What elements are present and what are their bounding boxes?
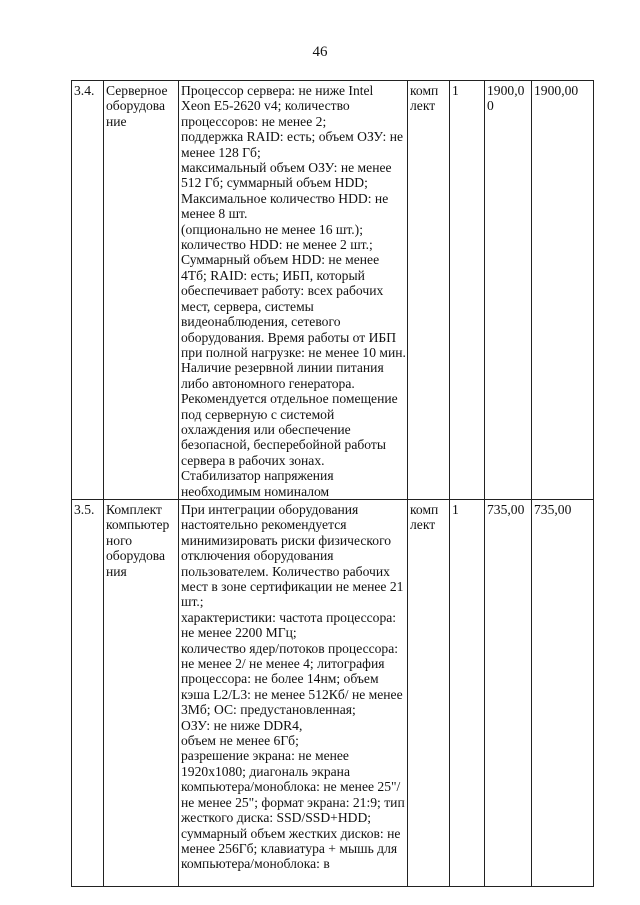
item-name: Серверное оборудова ние [104,81,179,500]
description-paragraph: максимальный объем ОЗУ: не менее 512 Гб; суммарный объем HDD; Максимальное количество HDD: не менее 8 шт. [181,160,392,222]
description-paragraph: (опционально не менее 16 шт.); количество HDD: не менее 2 шт.; [181,221,373,253]
table-row [72,81,594,500]
description-paragraph: количество ядер/потоков процессора: не менее 2/ не менее 4; литография процессора: не более 14нм; объем кэша L2/L3: не менее 512Кб/ не менее 3Мб; ОС: предустановленная; [181,640,403,718]
description-paragraph: характеристики: частота процессора: не менее 2200 МГц; [181,609,397,641]
table-row [72,499,594,886]
item-name: Комплект компьютер ного оборудова ния [104,499,179,886]
description-paragraph: Суммарный объем HDD: не менее 4Тб; RAID: есть; ИБП, который обеспечивает работу: всех рабочих мест, сервера, системы видеонаблюдения, сетевого оборудования. Время работы от ИБП при полной нагрузке: не менее 10 мин. Наличие резервной линии питания либо автономного генератора. Рекомендуется отдельное помещение под серверную с системой охлаждения или обеспечение безопасной, бесперебойной работы сервера в рабочих зонах. Стабилизатор напряжения необходимым номиналом [181,252,406,499]
item-price: 735,00 [485,499,532,886]
item-quantity: 1 [450,81,485,500]
page-number: 46 [312,44,328,60]
description-paragraph: объем не менее 6Гб; [181,733,299,749]
description-paragraph: поддержка RAID: есть; объем ОЗУ: не менее 128 Гб; [181,129,404,160]
item-description [179,81,408,500]
item-number: 3.4. [72,81,104,500]
item-description [179,499,408,886]
item-quantity: 1 [450,499,485,886]
item-unit: комп лект [408,499,450,886]
item-unit: комп лект [408,81,450,500]
item-total: 735,00 [532,499,594,886]
item-total: 1900,00 [532,81,594,500]
item-price: 1900,0 0 [485,81,532,500]
item-number: 3.5. [72,499,104,886]
description-paragraph: разрешение экрана: не менее 1920x1080; диагональ экрана компьютера/моноблока: не менее 25"/не менее 25"; формат экрана: 21:9; тип жесткого диска: SSD/SSD+HDD; суммарный объем жестких дисков: не менее 256Гб; клавиатура + мышь для компьютера/моноблока: в [181,748,405,872]
description-paragraph: ОЗУ: не ниже DDR4, [181,717,303,733]
description-paragraph: Процессор сервера: не ниже Intel Xeon E5-2620 v4; количество процессоров: не менее 2; [181,83,374,129]
specification-table [71,80,594,887]
description-paragraph: При интеграции оборудования настоятельно рекомендуется минимизировать риски физического отключения оборудования пользователем. Количество рабочих мест в зоне сертификации не менее 21 шт.; [181,501,404,610]
